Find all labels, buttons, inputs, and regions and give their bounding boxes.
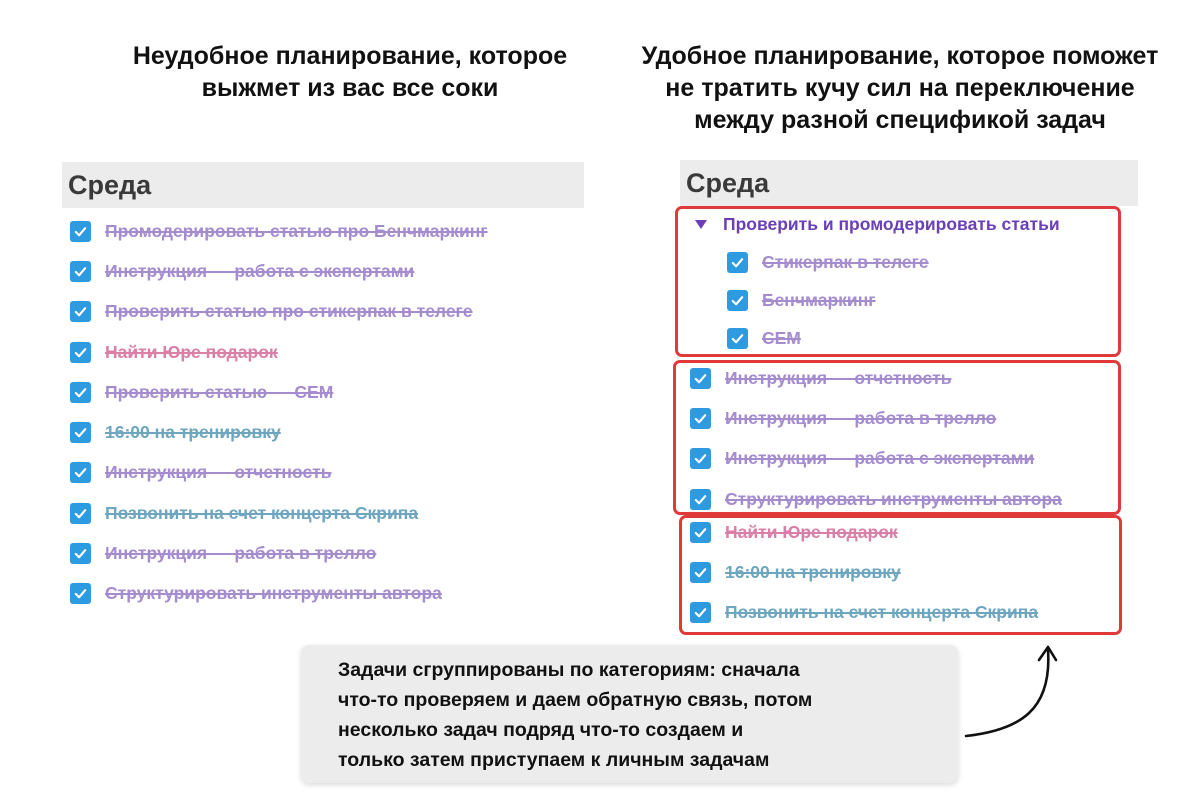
task-label: Инструкция — работа с экспертами	[105, 260, 415, 281]
callout-line: только затем приступаем к личным задачам	[338, 749, 770, 771]
task-label: Инструкция — отчетность	[105, 462, 332, 483]
task-label: Бенчмаркинг	[762, 289, 876, 310]
day-header-right: Среда	[680, 160, 1138, 206]
left-title-line1: Неудобное планирование, которое	[132, 42, 568, 70]
checkbox-checked-icon[interactable]	[70, 342, 91, 363]
list-item[interactable]	[70, 412, 488, 452]
checkbox-checked-icon[interactable]	[690, 489, 711, 510]
list-item[interactable]	[727, 319, 1060, 357]
checkbox-checked-icon[interactable]	[70, 301, 91, 322]
task-label: CEM	[762, 327, 801, 348]
task-label: Позвонить на счет концерта Скрипа	[105, 502, 419, 523]
left-title	[60, 40, 640, 104]
task-label: 16:00 на тренировку	[725, 561, 901, 582]
right-title-line1: Удобное планирование, которое поможет	[641, 42, 1159, 70]
checkbox-checked-icon[interactable]	[70, 422, 91, 443]
task-label: Инструкция — работа с экспертами	[725, 448, 1035, 469]
task-label: Проверить статью про стикерпак в телеге	[105, 301, 473, 322]
right-title-line2: не тратить кучу сил на переключение	[665, 74, 1135, 102]
list-item[interactable]	[70, 251, 488, 291]
checkbox-checked-icon[interactable]	[727, 290, 748, 311]
checkbox-checked-icon[interactable]	[690, 408, 711, 429]
list-item[interactable]	[70, 493, 488, 533]
list-item[interactable]	[70, 332, 488, 372]
list-item[interactable]	[690, 439, 1062, 479]
checkbox-checked-icon[interactable]	[690, 562, 711, 583]
list-item[interactable]	[70, 211, 488, 251]
list-item[interactable]	[70, 533, 488, 573]
list-item[interactable]	[70, 292, 488, 332]
list-item[interactable]	[727, 243, 1060, 281]
checkbox-checked-icon[interactable]	[70, 382, 91, 403]
checkbox-checked-icon[interactable]	[70, 583, 91, 604]
callout-line: что-то проверяем и даем обратную связь, потом	[338, 689, 813, 711]
list-item[interactable]	[727, 281, 1060, 319]
callout-line: Задачи сгруппированы по категориям: сначала	[338, 659, 800, 681]
task-label: 16:00 на тренировку	[105, 422, 281, 443]
list-item[interactable]	[70, 453, 488, 493]
checkbox-checked-icon[interactable]	[690, 522, 711, 543]
collapse-triangle-icon[interactable]	[695, 220, 707, 229]
task-label: Позвонить на счет концерта Скрипа	[725, 602, 1039, 623]
task-label: Структурировать инструменты автора	[725, 488, 1062, 509]
group-create	[690, 358, 1062, 519]
arrow-icon	[960, 640, 1060, 750]
checkbox-checked-icon[interactable]	[690, 602, 711, 623]
checkbox-checked-icon[interactable]	[690, 368, 711, 389]
subtask-list	[727, 243, 1060, 357]
checkbox-checked-icon[interactable]	[727, 252, 748, 273]
group-personal	[690, 512, 1038, 633]
day-header-left: Среда	[62, 162, 584, 208]
task-label: Найти Юре подарок	[725, 521, 898, 542]
checkbox-checked-icon[interactable]	[70, 503, 91, 524]
task-label: Инструкция — отчетность	[725, 367, 952, 388]
list-item[interactable]	[70, 574, 488, 614]
callout-line: несколько задач подряд что-то создаем и	[338, 719, 744, 741]
checkbox-checked-icon[interactable]	[70, 221, 91, 242]
checkbox-checked-icon[interactable]	[70, 462, 91, 483]
task-label: Проверить статью — CEM	[105, 381, 334, 402]
list-item[interactable]	[690, 398, 1062, 438]
task-label: Промодерировать статью про Бенчмаркинг	[105, 220, 488, 241]
task-label: Стикерпак в телеге	[762, 251, 929, 272]
task-label: Структурировать инструменты автора	[105, 583, 442, 604]
right-title	[590, 40, 1200, 136]
parent-task[interactable]	[690, 205, 1060, 243]
list-item[interactable]	[690, 358, 1062, 398]
group-review	[690, 205, 1060, 357]
left-task-list	[70, 211, 488, 614]
list-item[interactable]	[690, 593, 1038, 633]
parent-task-label: Проверить и промодерировать статьи	[723, 213, 1060, 234]
list-item[interactable]	[690, 512, 1038, 552]
checkbox-checked-icon[interactable]	[70, 261, 91, 282]
right-title-line3: между разной спецификой задач	[694, 106, 1106, 134]
task-label: Инструкция — работа в трелло	[725, 407, 997, 428]
checkbox-checked-icon[interactable]	[690, 448, 711, 469]
left-title-line2: выжмет из вас все соки	[201, 74, 499, 102]
list-item[interactable]	[70, 372, 488, 412]
checkbox-checked-icon[interactable]	[70, 543, 91, 564]
task-label: Инструкция — работа в трелло	[105, 543, 377, 564]
task-label: Найти Юре подарок	[105, 341, 278, 362]
callout-note	[301, 645, 958, 783]
list-item[interactable]	[690, 552, 1038, 592]
checkbox-checked-icon[interactable]	[727, 328, 748, 349]
